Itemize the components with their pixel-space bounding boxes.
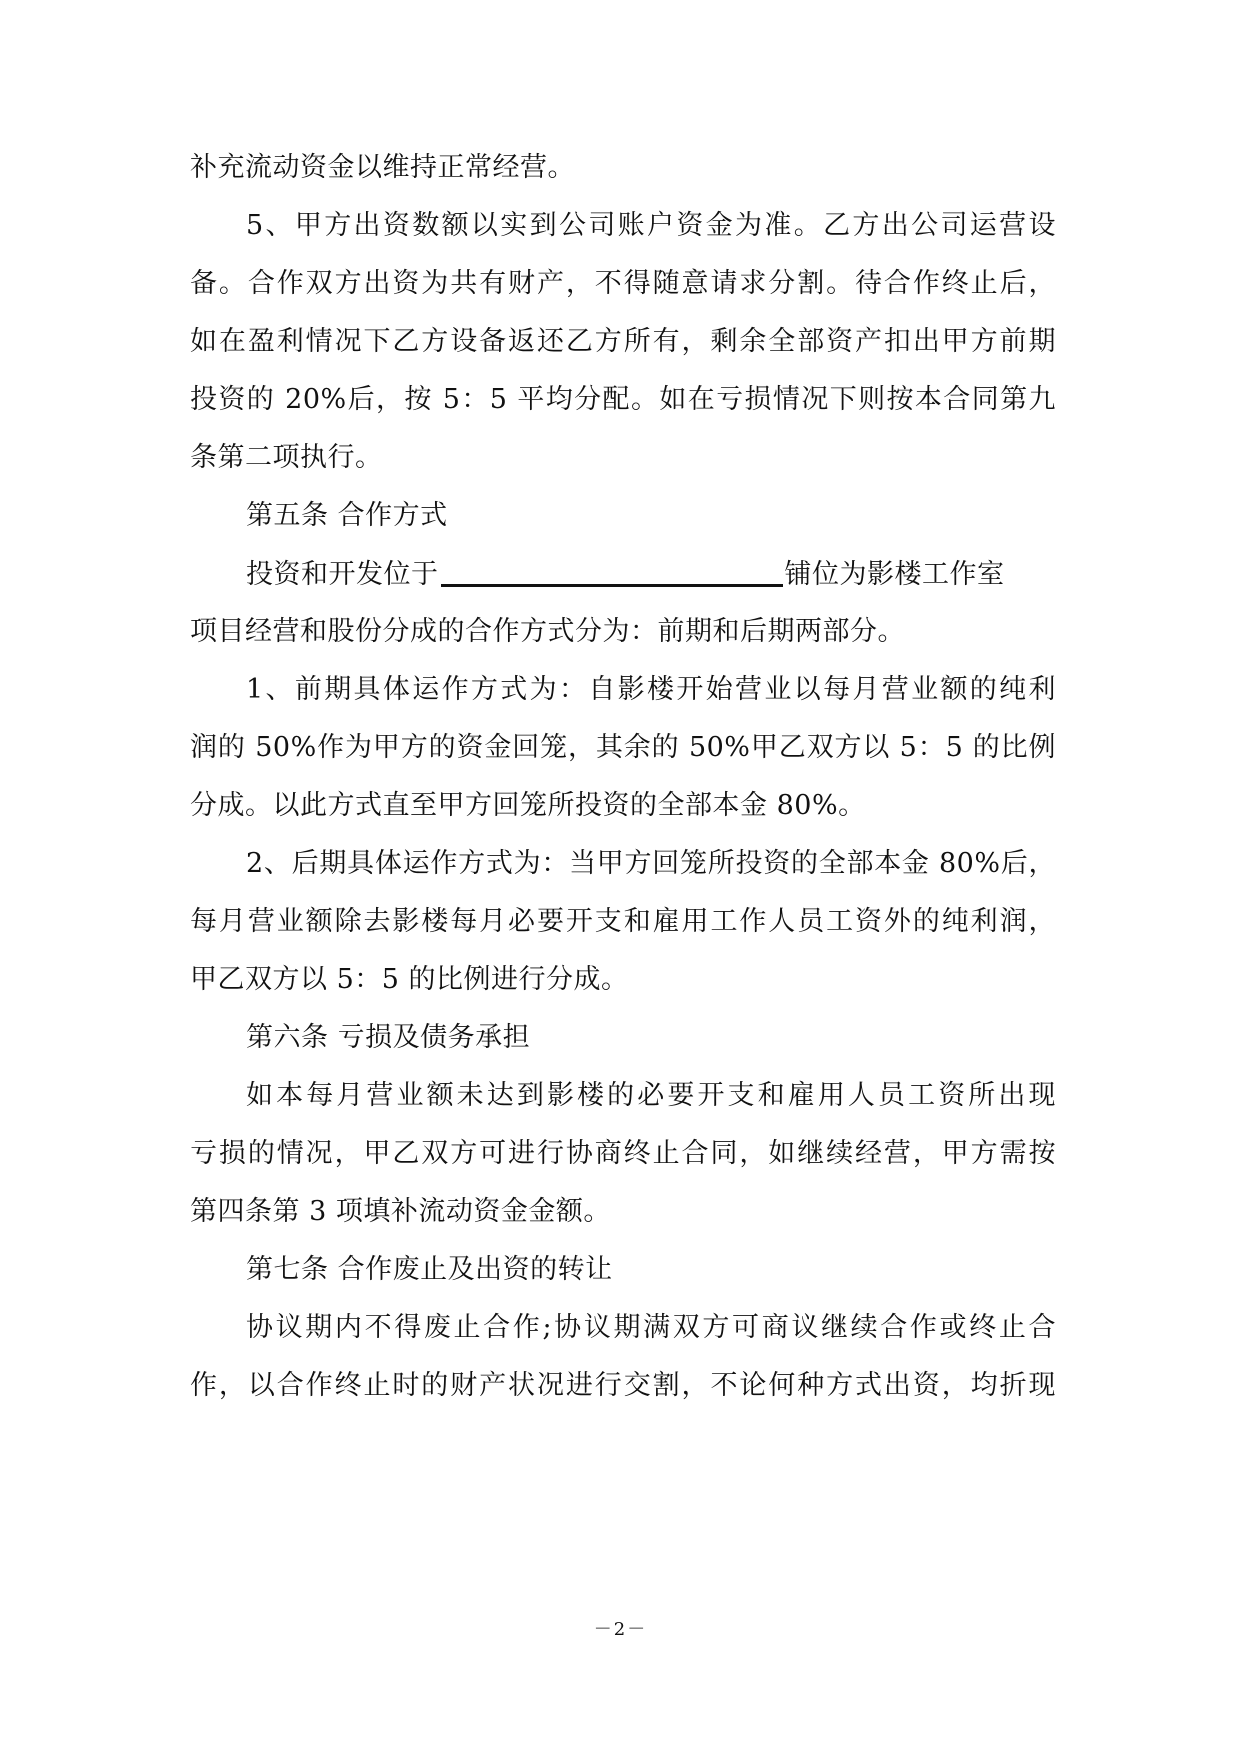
body-text-line: 作，以合作终止时的财产状况进行交割，不论何种方式出资，均折现 xyxy=(190,1370,1056,1401)
body-text-line: 亏损的情况，甲乙双方可进行协商终止合同，如继续经营，甲方需按 xyxy=(190,1138,1056,1169)
body-text-line: 第四条第 3 项填补流动资金金额。 xyxy=(190,1196,611,1227)
section-heading-5: 第五条 合作方式 xyxy=(246,500,448,531)
blank-line-prefix: 投资和开发位于 xyxy=(246,559,439,590)
body-text-line: 润的 50%作为甲方的资金回笼，其余的 50%甲乙双方以 5：5 的比例 xyxy=(190,732,1056,763)
body-text-line: 项目经营和股份分成的合作方式分为：前期和后期两部分。 xyxy=(190,616,905,647)
body-text-line-with-blank xyxy=(246,554,1056,595)
page-number: －2－ xyxy=(593,1619,648,1640)
body-text-line: 条第二项执行。 xyxy=(190,442,383,473)
body-text-line: 2、后期具体运作方式为：当甲方回笼所投资的全部本金 80%后， xyxy=(246,848,1056,879)
body-text-line: 协议期内不得废止合作;协议期满双方可商议继续合作或终止合 xyxy=(246,1312,1056,1343)
body-text-line: 补充流动资金以维持正常经营。 xyxy=(190,152,575,183)
section-heading-6: 第六条 亏损及债务承担 xyxy=(246,1022,531,1053)
body-text-line: 5、甲方出资数额以实到公司账户资金为准。乙方出公司运营设 xyxy=(246,210,1056,241)
blank-line-suffix: 铺位为影楼工作室 xyxy=(784,559,1005,590)
body-text-line: 1、前期具体运作方式为：自影楼开始营业以每月营业额的纯利 xyxy=(246,674,1056,705)
body-text-line: 每月营业额除去影楼每月必要开支和雇用工作人员工资外的纯利润， xyxy=(190,906,1056,937)
fill-in-blank xyxy=(441,554,783,587)
body-text-line: 如本每月营业额未达到影楼的必要开支和雇用人员工资所出现 xyxy=(246,1080,1056,1111)
body-text-line: 如在盈利情况下乙方设备返还乙方所有，剩余全部资产扣出甲方前期 xyxy=(190,326,1056,357)
body-text-line: 投资的 20%后，按 5：5 平均分配。如在亏损情况下则按本合同第九 xyxy=(190,384,1056,415)
section-heading-7: 第七条 合作废止及出资的转让 xyxy=(246,1254,613,1285)
body-text-line: 备。合作双方出资为共有财产，不得随意请求分割。待合作终止后， xyxy=(190,268,1056,299)
body-text-line: 甲乙双方以 5：5 的比例进行分成。 xyxy=(190,964,629,995)
body-text-line: 分成。以此方式直至甲方回笼所投资的全部本金 80%。 xyxy=(190,790,866,821)
